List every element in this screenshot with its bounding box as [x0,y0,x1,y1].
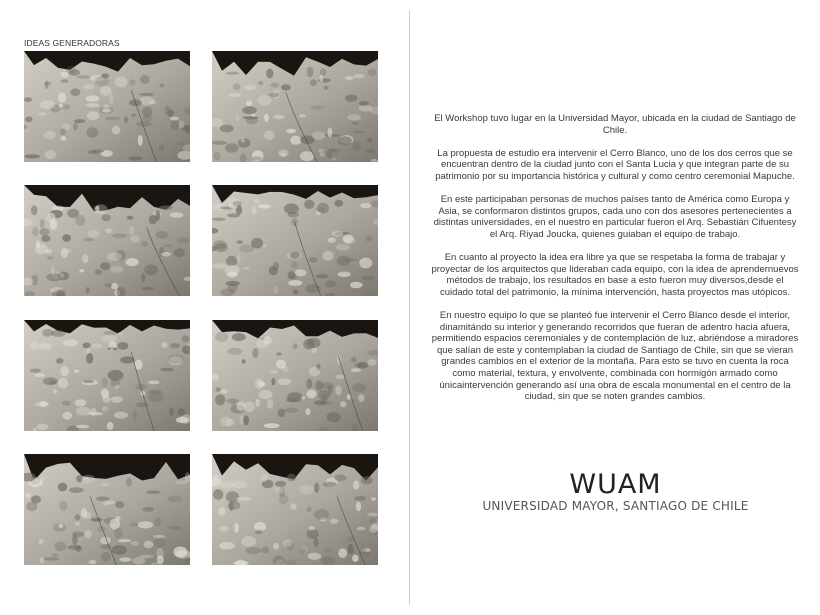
paragraph-proposal: La propuesta de estudio era intervenir el Cerro Blanco, uno de los dos cerros que se encuentran dentro de la ciudad junto con el Santa Lucia y que integran parte de su patrimonio por su importancia histórica y cultural y como centro ceremonial Mapuche. [435,147,795,182]
rock-texture-photo-7 [24,454,190,565]
left-page [0,0,408,615]
rock-texture-photo-5 [24,320,190,431]
body-text [431,113,799,414]
paragraph-participants: En este participaban personas de muchos países tanto de América como Europa y Asia, se conformaron distintos grupos, cada uno con dos asesores pertenecientes a distintas universidades, en el nuestro en particular fueron el Arq. Sebastián Cifuentesy el Arq. Riyad Joucka, quienes guiaban el equipo de trabajo. [433,194,797,240]
right-page [411,0,820,615]
rock-texture-photo-8 [212,454,378,565]
rock-texture-photo-6 [212,320,378,431]
rock-texture-photo-1 [24,51,190,162]
paragraph-project: En cuanto al proyecto la idea era libre ya que se respetaba la forma de trabajar y proyectar de los arquitectos que lideraban cada equipo, con la idea de aprendernuevos métodos de trabajo, los resultados en base a esto fueron muy diversos,desde el cuidado total del patrimonio, la mínima intervención, hasta proyectos mas utópicos. [431,252,799,298]
paragraph-team: En nuestro equipo lo que se planteó fue intervenir el Cerro Blanco desde el interior, dinamitándo su interior y generando recorridos que fueran de adentro hacia afuera, permitiendo espacios ceremoniales y de contemplación de luz, abriéndose a miradores que salían de este y contemplaban la ciudad de Santiago de Chile, sin que se vieran grandes cambios en el exterior de la montaña. Para esto se tuvo en cuenta la roca como material, textura, y envolvente, combinada con hormigón armado como únicaintervención generando así una obra de escala monumental en el centro de la ciudad, sin que se noten grandes cambios. [431,310,799,403]
brand-subtitle: UNIVERSIDAD MAYOR, SANTIAGO DE CHILE [482,499,749,513]
rock-texture-photo-3 [24,185,190,296]
page-spine-divider [409,10,410,605]
paragraph-workshop: El Workshop tuvo lugar en la Universidad Mayor, ubicada en la ciudad de Santiago de Chile. [434,113,796,136]
brand-title: WUAM [569,469,662,500]
section-label: IDEAS GENERADORAS [24,38,120,48]
rock-texture-photo-2 [212,51,378,162]
rock-texture-photo-4 [212,185,378,296]
